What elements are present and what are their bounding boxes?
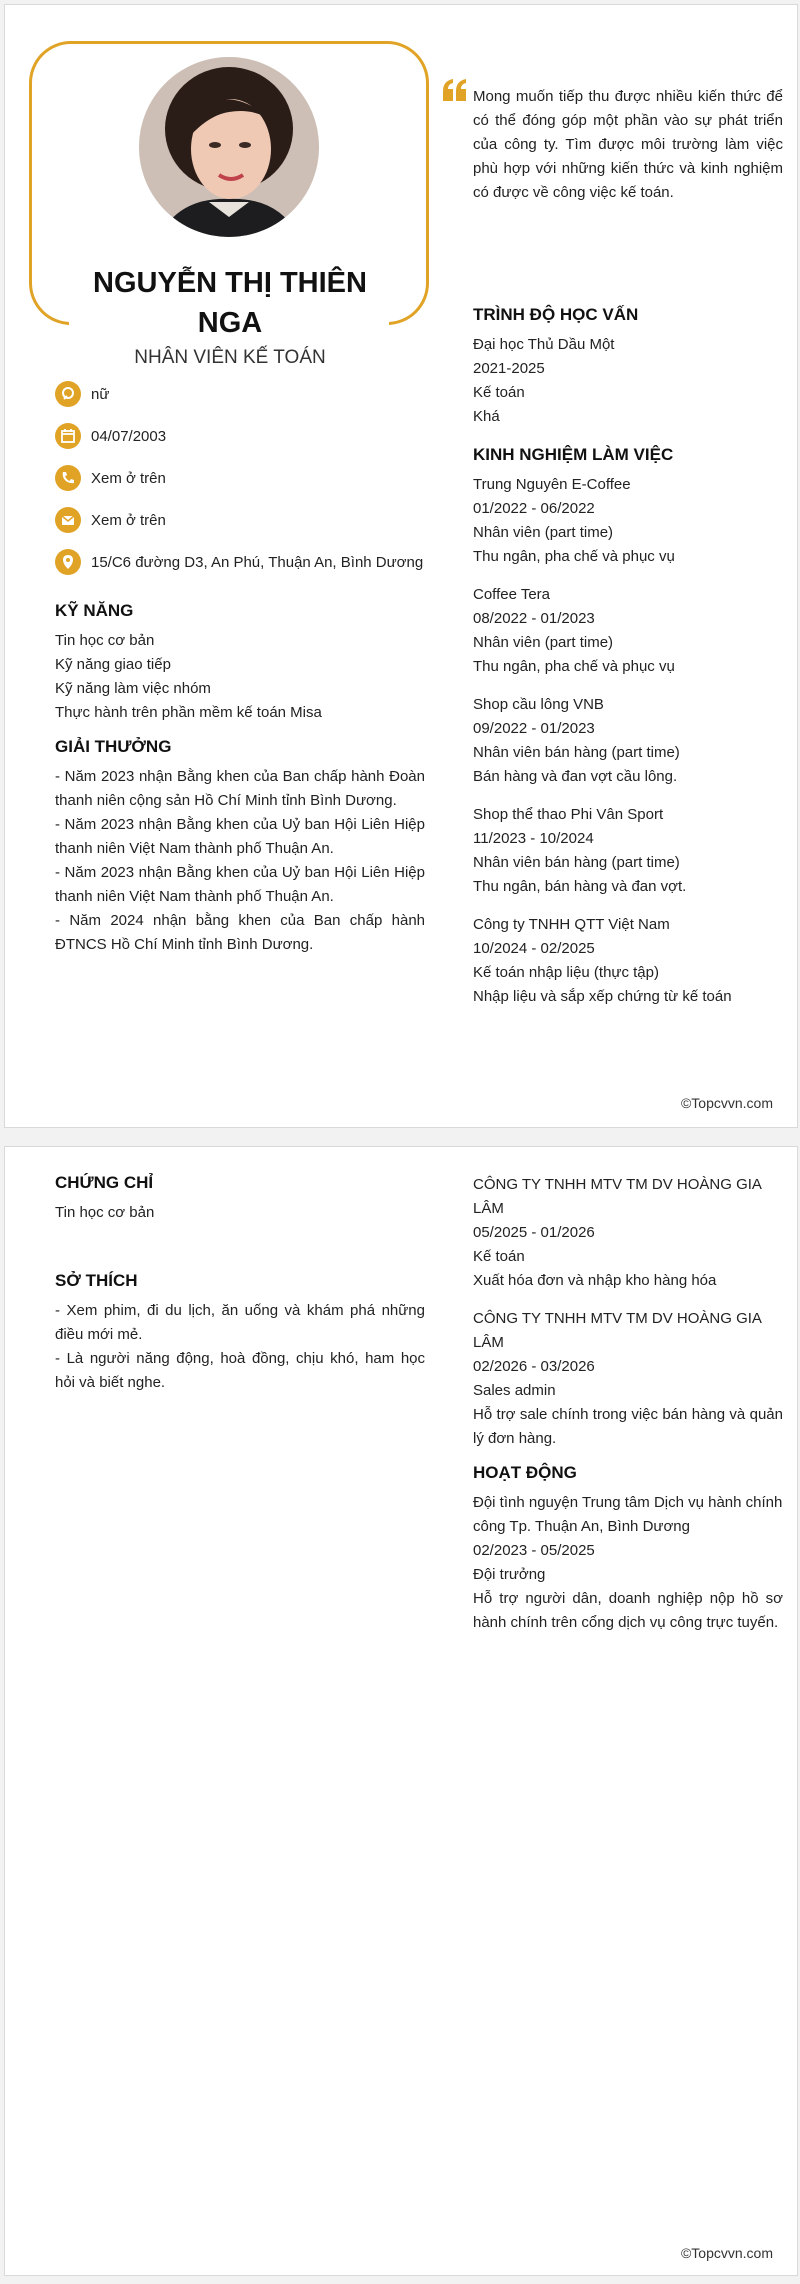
experience-role: Nhân viên bán hàng (part time) — [473, 854, 680, 871]
awards-section — [55, 737, 425, 957]
skill-item: Thực hành trên phần mềm kế toán Misa — [55, 704, 322, 721]
experience-continued-section — [473, 1173, 783, 1465]
experience-role: Kế toán — [473, 1248, 525, 1265]
experience-heading: KINH NGHIỆM LÀM VIỆC — [473, 445, 674, 464]
experience-period: 09/2022 - 01/2023 — [473, 720, 595, 737]
avatar — [139, 57, 319, 237]
gender-icon — [55, 381, 81, 407]
award-item: - Năm 2023 nhận Bằng khen của Ban chấp hành Đoàn thanh niên cộng sản Hồ Chí Minh tỉnh Bình Dương. — [55, 768, 425, 809]
hobbies-heading: SỞ THÍCH — [55, 1271, 138, 1290]
experience-desc: Nhập liệu và sắp xếp chứng từ kế toán — [473, 988, 732, 1005]
experience-period: 10/2024 - 02/2025 — [473, 940, 595, 957]
gender-value: nữ — [91, 385, 110, 403]
award-item: - Năm 2024 nhận bằng khen của Ban chấp hành ĐTNCS Hồ Chí Minh tỉnh Bình Dương. — [55, 912, 425, 953]
award-item: - Năm 2023 nhận Bằng khen của Uỷ ban Hội Liên Hiệp thanh niên Việt Nam thành phố Thuận An. — [55, 816, 425, 857]
quote-icon — [441, 77, 469, 105]
contact-phone — [55, 465, 435, 491]
experience-item — [473, 583, 783, 679]
cv-page-1 — [4, 4, 798, 1128]
certificate-item: Tin học cơ bản — [55, 1204, 155, 1221]
experience-item — [473, 1307, 783, 1451]
experience-item — [473, 803, 783, 899]
experience-desc: Thu ngân, pha chế và phục vụ — [473, 658, 675, 675]
phone-icon — [55, 465, 81, 491]
footer-credit[interactable]: ©Topcvvn.com — [680, 2245, 773, 2261]
cv-page-2 — [4, 1146, 798, 2276]
contact-address — [55, 549, 435, 575]
experience-desc: Hỗ trợ sale chính trong việc bán hàng và quản lý đơn hàng. — [473, 1406, 783, 1447]
skills-section — [55, 601, 425, 725]
experience-section — [473, 445, 783, 1023]
experience-period: 11/2023 - 10/2024 — [473, 830, 594, 847]
experience-company: Trung Nguyên E-Coffee — [473, 476, 631, 493]
avatar-portrait — [139, 57, 319, 237]
experience-desc: Thu ngân, bán hàng và đan vợt. — [473, 878, 687, 895]
education-grade: Khá — [473, 408, 500, 425]
education-school: Đại học Thủ Dầu Một — [473, 336, 615, 353]
experience-period: 08/2022 - 01/2023 — [473, 610, 595, 627]
activity-role: Đội trưởng — [473, 1566, 546, 1583]
experience-role: Kế toán nhập liệu (thực tập) — [473, 964, 659, 981]
experience-role: Nhân viên bán hàng (part time) — [473, 744, 680, 761]
activity-period: 02/2023 - 05/2025 — [473, 1542, 595, 1559]
job-title: NHÂN VIÊN KẾ TOÁN — [134, 347, 326, 368]
activity-org: Đội tình nguyện Trung tâm Dịch vụ hành chính công Tp. Thuận An, Bình Dương — [473, 1494, 783, 1535]
footer-credit[interactable]: ©Topcvvn.com — [680, 1095, 773, 1111]
contact-birthday — [55, 423, 435, 449]
experience-desc: Thu ngân, pha chế và phục vụ — [473, 548, 675, 565]
email-icon — [55, 507, 81, 533]
skills-heading: KỸ NĂNG — [55, 601, 134, 620]
experience-role: Sales admin — [473, 1382, 556, 1399]
experience-item — [473, 913, 783, 1009]
education-major: Kế toán — [473, 384, 525, 401]
certificates-section — [55, 1173, 425, 1225]
experience-period: 05/2025 - 01/2026 — [473, 1224, 595, 1241]
experience-period: 02/2026 - 03/2026 — [473, 1358, 595, 1375]
contact-email — [55, 507, 435, 533]
calendar-icon — [55, 423, 81, 449]
education-heading: TRÌNH ĐỘ HỌC VẤN — [473, 305, 639, 324]
activities-heading: HOẠT ĐỘNG — [473, 1463, 577, 1482]
experience-item — [473, 473, 783, 569]
career-objective: Mong muốn tiếp thu được nhiều kiến thức để có thể đóng góp một phần vào sự phát triển của công ty. Tìm được môi trường làm việc phù hợp với những kiến thức và kinh nghiệm có được về công việc kế toán. — [473, 88, 783, 201]
hobby-item: - Là người năng động, hoà đồng, chịu khó, ham học hỏi và biết nghe. — [55, 1350, 425, 1391]
experience-role: Nhân viên (part time) — [473, 634, 614, 651]
location-icon — [55, 549, 81, 575]
education-period: 2021-2025 — [473, 360, 545, 377]
hobbies-section — [55, 1271, 425, 1395]
candidate-name: NGUYỄN THỊ THIÊN NGA — [93, 267, 367, 339]
skill-item: Tin học cơ bản — [55, 632, 155, 649]
experience-item — [473, 693, 783, 789]
birthday-value: 04/07/2003 — [91, 427, 167, 445]
activity-desc: Hỗ trợ người dân, doanh nghiệp nộp hồ sơ hành chính trên cổng dịch vụ công trực tuyến. — [473, 1590, 783, 1631]
experience-period: 01/2022 - 06/2022 — [473, 500, 595, 517]
phone-value[interactable]: Xem ở trên — [91, 469, 166, 487]
certificates-heading: CHỨNG CHỈ — [55, 1173, 154, 1192]
experience-company: Shop thể thao Phi Vân Sport — [473, 806, 664, 823]
experience-company: CÔNG TY TNHH MTV TM DV HOÀNG GIA LÂM — [473, 1176, 762, 1217]
experience-company: Coffee Tera — [473, 586, 550, 603]
education-section — [473, 305, 783, 429]
hobby-item: - Xem phim, đi du lịch, ăn uống và khám phá những điều mới mẻ. — [55, 1302, 425, 1343]
experience-item — [473, 1173, 783, 1293]
activities-section — [473, 1463, 783, 1635]
experience-company: Shop cầu lông VNB — [473, 696, 604, 713]
skill-item: Kỹ năng giao tiếp — [55, 656, 171, 673]
experience-desc: Xuất hóa đơn và nhập kho hàng hóa — [473, 1272, 717, 1289]
experience-company: Công ty TNHH QTT Việt Nam — [473, 916, 670, 933]
experience-company: CÔNG TY TNHH MTV TM DV HOÀNG GIA LÂM — [473, 1310, 762, 1351]
address-value: 15/C6 đường D3, An Phú, Thuận An, Bình Dương — [91, 553, 424, 571]
experience-role: Nhân viên (part time) — [473, 524, 614, 541]
email-value[interactable]: Xem ở trên — [91, 511, 166, 529]
award-item: - Năm 2023 nhận Bằng khen của Uỷ ban Hội Liên Hiệp thanh niên Việt Nam thành phố Thuận An. — [55, 864, 425, 905]
skill-item: Kỹ năng làm việc nhóm — [55, 680, 211, 697]
contact-gender — [55, 381, 435, 407]
awards-heading: GIẢI THƯỞNG — [55, 737, 172, 756]
experience-desc: Bán hàng và đan vợt cầu lông. — [473, 768, 678, 785]
